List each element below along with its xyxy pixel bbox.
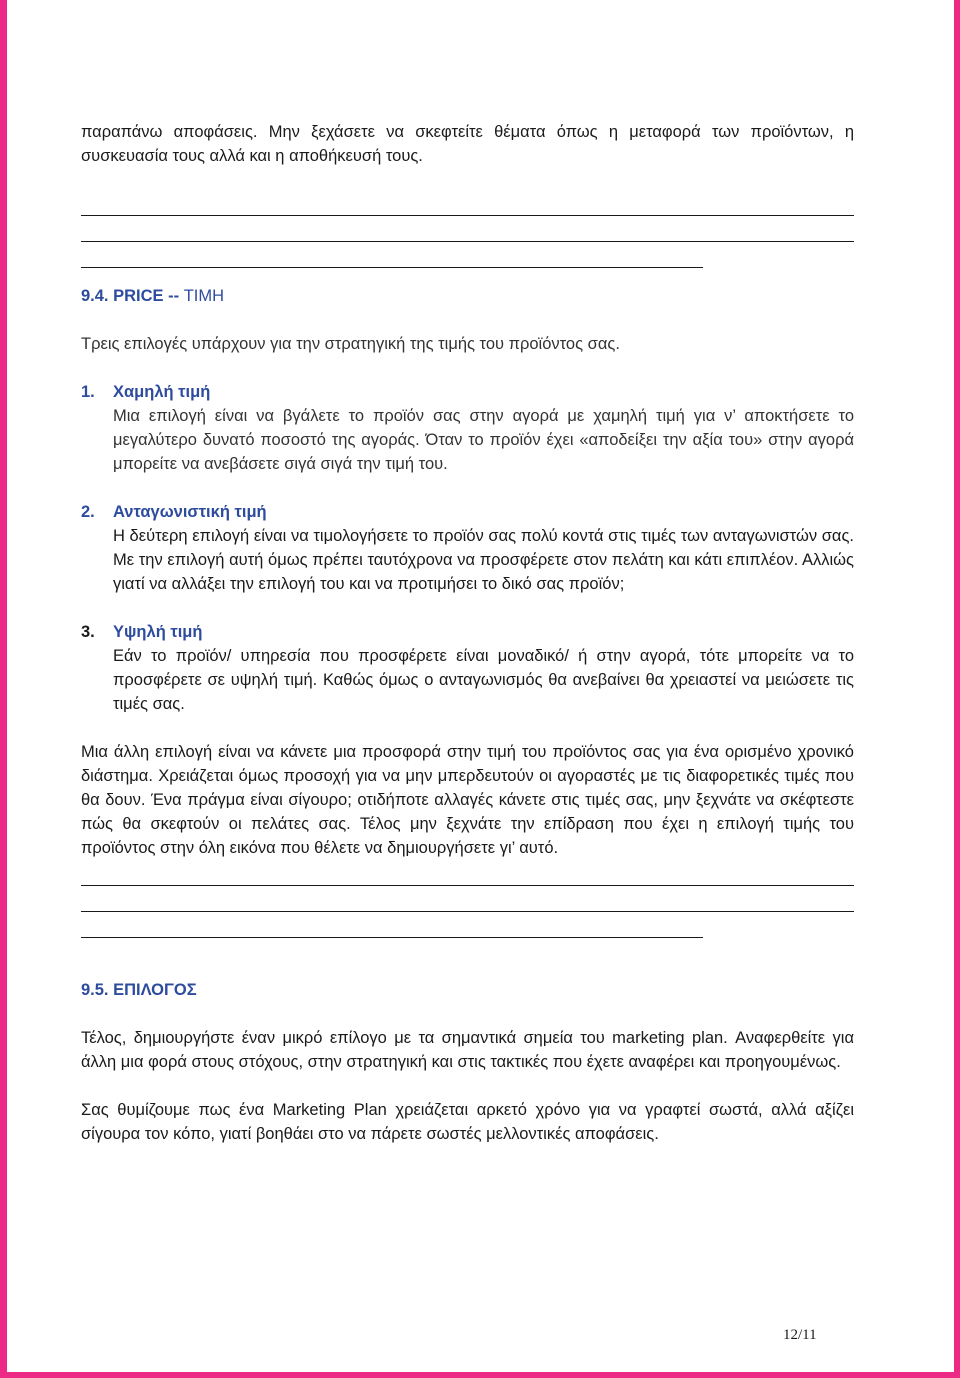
list-item-text: Μια επιλογή είναι να βγάλετε το προϊόν σας στην αγορά με χαμηλή τιμή για ν’ αποκτήσετε το μεγαλύτερο δυνατό ποσοστό της αγοράς. Όταν το προϊόν έχει «αποδείξει την αξία του» στην αγορά μπορείτε να ανεβάσετε σιγά σιγά την τιμή του.: [113, 407, 854, 473]
intro-paragraph: παραπάνω αποφάσεις. Μην ξεχάσετε να σκεφτείτε θέματα όπως η μεταφορά των προϊόντων, η συσκευασία τους αλλά και η αποθήκευσή τους.: [81, 123, 854, 165]
answer-line-5: [81, 886, 854, 912]
list-item-competitive-price: [81, 500, 854, 596]
page-border-left: [0, 0, 7, 1378]
section-title-greek: ΤΙΜΗ: [183, 287, 225, 305]
list-item-title: Χαμηλή τιμή: [113, 383, 211, 401]
price-lead: Τρεις επιλογές υπάρχουν για την στρατηγική της τιμής του προϊόντος σας.: [81, 335, 620, 353]
list-item-title: Ανταγωνιστική τιμή: [113, 503, 267, 521]
page-border-right: [954, 0, 960, 1378]
list-marker: 1.: [81, 383, 95, 401]
list-item-title: Υψηλή τιμή: [113, 623, 203, 641]
answer-line-3: [81, 242, 703, 268]
list-item-low-price: [81, 380, 854, 476]
section-heading-epilogue: 9.5. ΕΠΙΛΟΓΟΣ: [81, 981, 197, 999]
list-marker: 3.: [81, 623, 95, 641]
answer-line-2: [81, 216, 854, 242]
document-page: [81, 120, 854, 1146]
list-item-text: Εάν το προϊόν/ υπηρεσία που προσφέρετε είναι μοναδικό/ ή στην αγορά, τότε μπορείτε να το προσφέρετε σε υψηλή τιμή. Καθώς όμως ο ανταγωνισμός θα ανεβαίνει θα χρειαστεί να μειώσετε τις τιμές σας.: [113, 647, 854, 713]
price-closing-paragraph: Μια άλλη επιλογή είναι να κάνετε μια προσφορά στην τιμή του προϊόντος σας για ένα ορισμένο χρονικό διάστημα. Χρειάζεται όμως προσοχή για να μην μπερδευτούν οι αγοραστές με τις διαφορετικές τιμές που θα δουν. Ένα πράγμα είναι σίγουρο; οτιδήποτε αλλαγές κάνετε στις τιμές σας, μην ξεχνάτε να σκέφτεστε πώς θα σκεφτούν οι πελάτες σας. Τέλος μην ξεχνάτε την επίδραση που έχει η επιλογή τιμής του προϊόντος στην όλη εικόνα που θέλετε να δημιουργήσετε γι’ αυτό.: [81, 743, 854, 857]
section-heading-price: [81, 284, 854, 308]
list-marker: 2.: [81, 503, 95, 521]
section-title-price: PRICE --: [113, 287, 180, 305]
answer-line-4: [81, 860, 854, 886]
page-border-bottom: [0, 1372, 960, 1378]
list-item-text: Η δεύτερη επιλογή είναι να τιμολογήσετε το προϊόν σας πολύ κοντά στις τιμές των ανταγωνιστών σας. Με την επιλογή αυτή όμως πρέπει ταυτόχρονα να προσφέρετε στον πελάτη και κάτι επιπλέον. Αλλιώς γιατί να αλλάξει την επιλογή του και να προτιμήσει το δικό σας προϊόν;: [113, 527, 854, 593]
answer-line-1: [81, 190, 854, 216]
answer-line-6: [81, 912, 703, 938]
page-number: 12/11: [783, 1327, 817, 1343]
section-number: 9.4.: [81, 287, 109, 305]
epilogue-paragraph-2: Σας θυμίζουμε πως ένα Marketing Plan χρειάζεται αρκετό χρόνο για να γραφτεί σωστά, αλλά αξίζει σίγουρα τον κόπο, γιατί βοηθάει στο να πάρετε σωστές μελλοντικές αποφάσεις.: [81, 1101, 854, 1143]
list-item-high-price: [81, 620, 854, 716]
epilogue-paragraph-1: Τέλος, δημιουργήστε έναν μικρό επίλογο με τα σημαντικά σημεία του marketing plan. Αναφερθείτε για άλλη μια φορά στους στόχους, στην στρατηγική και στις τακτικές που έχετε αναφέρει και προηγουμένως.: [81, 1029, 854, 1071]
